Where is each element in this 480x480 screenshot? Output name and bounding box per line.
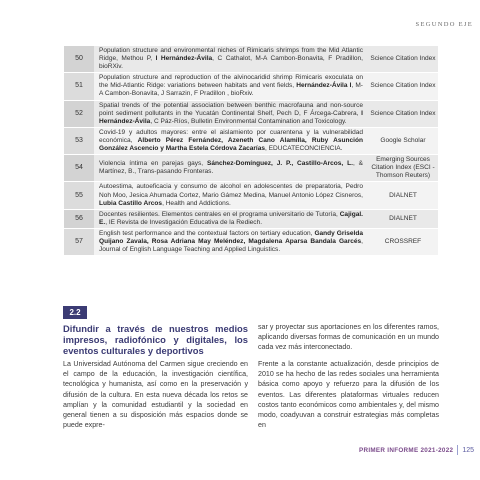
publication-reference: Population structure and reproduction of the alvinocaridid shrimp Rimicaris exoculata on the Mid-Atlantic Ridge: variations between habitats and vent fields, Hernández-Ávila I, M-A Cambon-Bonavita, J Sarrazin, F Pradillon , bioRxiv. — [94, 73, 368, 100]
index-source: Science Citation Index — [368, 100, 438, 127]
index-source: CROSSREF — [368, 228, 438, 255]
left-paragraph: La Universidad Autónoma del Carmen sigue creciendo en el campo de la educación, la investigación científica, tecnológica y humanista, así como en la preservación y difusión de la cultura. En esta nueva década los retos se amplían y la comunidad estudiantil y la sociedad en general tienen a su disposición más espacios donde se puede expre- — [63, 360, 248, 430]
right-paragraph-2: Frente a la constante actualización, desde principios de 2010 se ha hecho de las redes sociales una herramienta básica como apoyo y refuerzo para la difusión de los eventos. Las diferentes plataformas virtuales reducen costos tanto económicos como ambientales y, del mismo modo, coadyuvan a construir estrategias más completas en — [258, 360, 439, 430]
publication-reference: Population structure and environmental niches of Rimicaris shrimps from the Mid Atlantic Ridge, Methou P, I Hernández-Ávila, C Cathalot, M-A Cambon-Bonavita, F Pradillon, bioRXiv. — [94, 46, 368, 73]
index-source: Google Scholar — [368, 127, 438, 154]
section-title: Difundir a través de nuestros medios impresos, radiofónico y digitales, los eventos culturales y deportivos — [63, 323, 248, 356]
row-number: 50 — [64, 46, 94, 73]
index-source: Emerging Sources Citation Index (ESCI - Thomson Reuters) — [368, 155, 438, 182]
row-number: 57 — [64, 228, 94, 255]
publication-reference: Spatial trends of the potential association between benthic macrofauna and non-source point sediment pollutants in the Yucatán Continental Shelf, Pech D, F Árcega-Cabrera, I Hernández-Ávila, C Páz-Ríos, Bulletin Environmental Contamination and Toxicology. — [94, 100, 368, 127]
publication-reference: English test performance and the contextual factors on tertiary education, Gandy Griselda Quijano Zavala, Rosa Adriana May Meléndez, Magdalena Aparsa Bandala Garcés, Journal of English Language Teaching and Applied Linguistics. — [94, 228, 368, 255]
row-number: 51 — [64, 73, 94, 100]
table-row — [64, 182, 438, 209]
footer-divider — [457, 445, 458, 455]
right-paragraph-1: sar y proyectar sus aportaciones en los diferentes ramos, aplicando diversas formas de comunicación en un mundo cada vez más interconectado. — [258, 323, 439, 352]
index-source: Science Citation Index — [368, 73, 438, 100]
table-row — [64, 155, 438, 182]
index-source: DIALNET — [368, 209, 438, 228]
table-row — [64, 209, 438, 228]
publication-reference: Violencia íntima en parejas gays, Sánchez-Domínguez, J. P., Castillo-Arcos, L., & Martínez, B., Trans-pasando Fronteras. — [94, 155, 368, 182]
table-row — [64, 73, 438, 100]
page-footer — [359, 445, 474, 455]
section-header: SEGUNDO EJE — [415, 21, 473, 28]
table-row — [64, 46, 438, 73]
publication-reference: Docentes resilientes. Elementos centrales en el programa universitario de Tutoría, Cajigal. E., IE Revista de Investigación Educativa de la Rediech. — [94, 209, 368, 228]
table-row — [64, 100, 438, 127]
index-source: DIALNET — [368, 182, 438, 209]
table-row — [64, 228, 438, 255]
row-number: 55 — [64, 182, 94, 209]
row-number: 56 — [64, 209, 94, 228]
row-number: 52 — [64, 100, 94, 127]
table-row — [64, 127, 438, 154]
row-number: 53 — [64, 127, 94, 154]
publication-reference: Covid-19 y adultos mayores: entre el aislamiento por cuarentena y la vulnerabilidad económica, Alberto Pérez Fernández, Azeneth Cano Alamilla, Ruby Asunción González Ascencio y Martha Estela Córdova Zacarías, EDUCATECONCIENCIA. — [94, 127, 368, 154]
publications-table — [64, 46, 438, 256]
index-source: Science Citation Index — [368, 46, 438, 73]
page-number: 125 — [462, 446, 474, 454]
row-number: 54 — [64, 155, 94, 182]
publication-reference: Autoestima, autoeficacia y consumo de alcohol en adolescentes de preparatoria, Pedro Noh Moo, Jesica Ahumada Cortez, Mario Gámez Medina, Manuel Antonio López Cisneros, Lubia Castillo Arcos, Health and Addictions. — [94, 182, 368, 209]
report-title: PRIMER INFORME 2021-2022 — [358, 446, 454, 454]
section-badge: 2.2 — [63, 306, 87, 319]
